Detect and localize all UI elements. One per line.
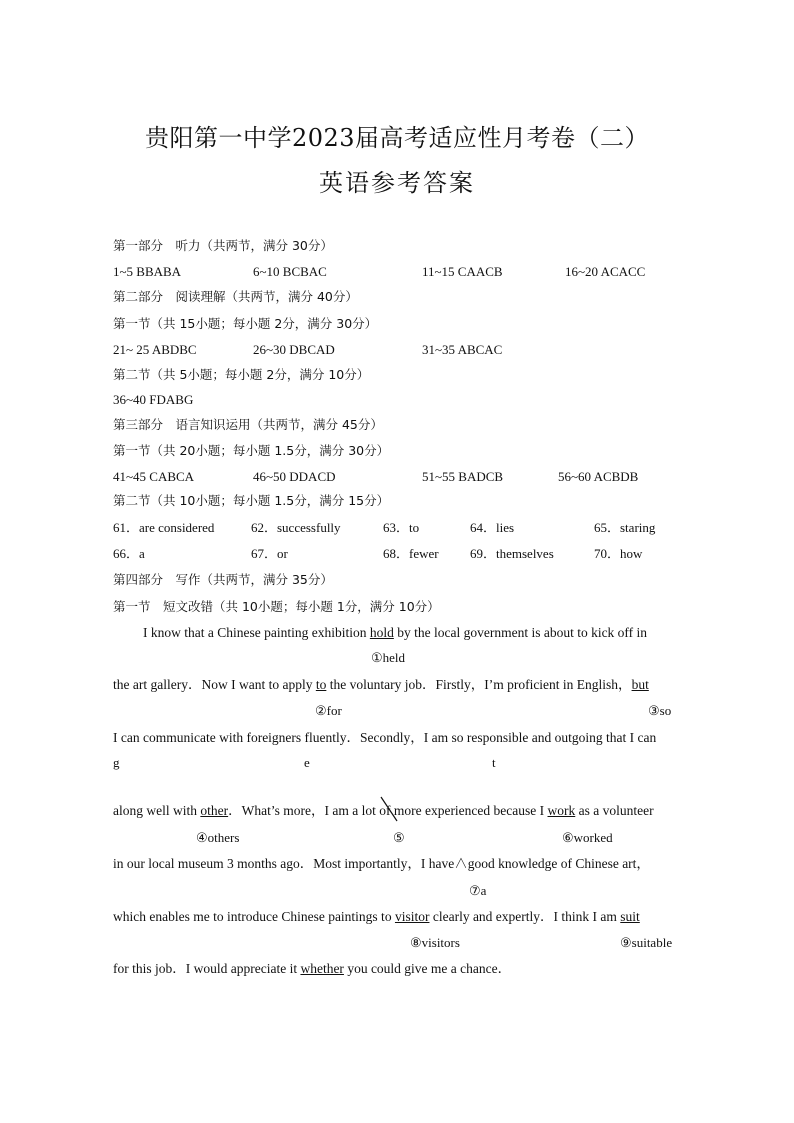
- part3-sec2-heading: 第二节（共 10小题；每小题 1.5分，满分 15分）: [113, 493, 390, 508]
- essay-text: more experienced because I: [390, 803, 548, 818]
- answer-group: 36~40 FDABG: [113, 392, 194, 407]
- answer-item: 63．to: [383, 520, 420, 535]
- stray-letter: t: [492, 755, 496, 770]
- error-word: visitor: [394, 909, 430, 924]
- part2-heading: 第二部分 阅读理解（共两节，满分 40分）: [113, 289, 358, 304]
- correction-mark: ⑦a: [469, 883, 487, 898]
- answer-item: 68．fewer: [383, 546, 439, 561]
- essay-text: which enables me to introduce Chinese paintings to: [113, 909, 395, 924]
- correction-mark: ③so: [648, 703, 672, 718]
- essay-line: [113, 960, 511, 978]
- answer-group: 31~35 ABCAC: [422, 342, 503, 357]
- insert-caret: ∧: [454, 856, 468, 871]
- answer-group: 41~45 CABCA: [113, 469, 195, 484]
- deleted-word: of: [379, 802, 390, 820]
- answer-item: 66．a: [113, 546, 145, 561]
- answer-group: 21~ 25 ABDBC: [113, 342, 197, 357]
- correction-mark: ①held: [371, 650, 406, 665]
- answer-item: 70．how: [594, 546, 643, 561]
- essay-text: for this job．I would appreciate it: [113, 961, 301, 976]
- correction-mark: ⑤: [393, 830, 405, 845]
- essay-line: [113, 802, 654, 820]
- strike-mark: [379, 796, 399, 822]
- answer-group: 26~30 DBCAD: [253, 342, 335, 357]
- answer-item: 61．are considered: [113, 520, 215, 535]
- error-word: to: [315, 677, 327, 692]
- essay-text: as a volunteer: [575, 803, 654, 818]
- essay-text: in our local museum 3 months ago．Most importantly，I have: [113, 856, 455, 871]
- answer-item: 64．lies: [470, 520, 515, 535]
- answer-group: 11~15 CAACB: [422, 264, 503, 279]
- essay-line: [113, 855, 650, 873]
- error-word: work: [547, 803, 576, 818]
- part2-sec2-heading: 第二节（共 5小题；每小题 2分，满分 10分）: [113, 367, 370, 382]
- essay-text: the voluntary job．Firstly，I’m proficient in English，: [326, 677, 632, 692]
- essay-text: I know that a Chinese painting exhibition: [143, 625, 370, 640]
- answer-item: 67．or: [251, 546, 288, 561]
- part4-heading: 第四部分 写作（共两节，满分 35分）: [113, 572, 333, 587]
- part4-sec1-heading: 第一节 短文改错（共 10小题；每小题 1分，满分 10分）: [113, 599, 440, 614]
- essay-text: the art gallery．Now I want to apply: [113, 677, 316, 692]
- correction-mark: ⑨suitable: [620, 935, 673, 950]
- answer-group: 16~20 ACACC: [565, 264, 646, 279]
- error-word: hold: [369, 625, 394, 640]
- essay-line: I can communicate with foreigners fluently．Secondly，I am so responsible and outgoing that I can: [113, 730, 657, 745]
- essay-line: [113, 676, 649, 694]
- essay-text: clearly and expertly．I think I am: [429, 909, 621, 924]
- essay-text: along well with: [113, 803, 201, 818]
- stray-letter: g: [113, 755, 120, 770]
- error-word: suit: [620, 909, 640, 924]
- answer-item: 69．themselves: [470, 546, 554, 561]
- answer-item: 65．staring: [594, 520, 656, 535]
- correction-mark: ②for: [315, 703, 342, 718]
- correction-mark: ④others: [196, 830, 240, 845]
- answer-group: 51~55 BADCB: [422, 469, 504, 484]
- answer-group: 46~50 DDACD: [253, 469, 336, 484]
- answer-group: 56~60 ACBDB: [558, 469, 639, 484]
- essay-text: good knowledge of Chinese art，: [467, 856, 650, 871]
- essay-text: by the local government is about to kick off in: [393, 625, 648, 640]
- part2-sec1-heading: 第一节（共 15小题；每小题 2分，满分 30分）: [113, 316, 378, 331]
- essay-line: [113, 908, 640, 926]
- page-subtitle: 英语参考答案: [319, 169, 475, 197]
- page-title: 贵阳第一中学2023届高考适应性月考卷（二）: [144, 124, 650, 152]
- essay-text: ．What’s more，I am a lot: [228, 803, 380, 818]
- correction-mark: ⑧visitors: [410, 935, 460, 950]
- answer-group: 6~10 BCBAC: [253, 264, 327, 279]
- part1-heading: 第一部分 听力（共两节，满分 30分）: [113, 238, 333, 253]
- part3-sec1-heading: 第一节（共 20小题；每小题 1.5分，满分 30分）: [113, 443, 390, 458]
- essay-text: you could give me a chance．: [343, 961, 512, 976]
- answer-group: 1~5 BBABA: [113, 264, 182, 279]
- error-word: other: [200, 803, 229, 818]
- part3-heading: 第三部分 语言知识运用（共两节，满分 45分）: [113, 417, 383, 432]
- essay-line: [143, 624, 647, 642]
- stray-letter: e: [304, 755, 310, 770]
- answer-item: 62．successfully: [251, 520, 341, 535]
- error-word: whether: [300, 961, 344, 976]
- error-word: but: [631, 677, 649, 692]
- correction-mark: ⑥worked: [562, 830, 613, 845]
